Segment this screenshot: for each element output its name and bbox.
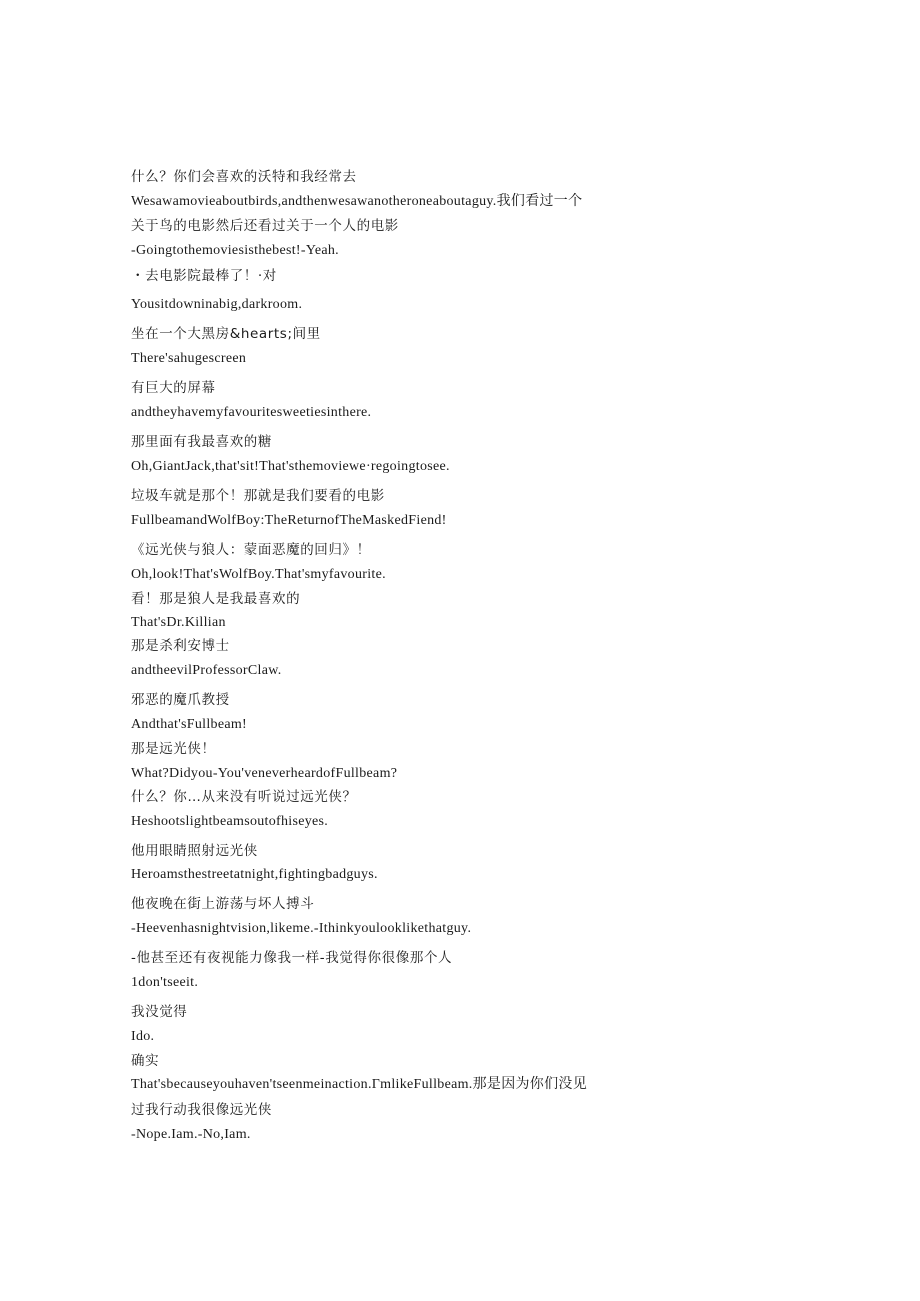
subtitle-line: Heroamsthestreetatnight,fightingbadguys. bbox=[131, 867, 378, 882]
subtitle-line: 我没觉得 bbox=[131, 1004, 188, 1020]
subtitle-line: -Heevenhasnightvision,likeme.-Ithinkyoulooklikethatguy. bbox=[131, 921, 472, 936]
subtitle-line: What?Didyou-You'veneverheardofFullbeam? bbox=[131, 766, 398, 781]
subtitle-line: That'sDr.Killian bbox=[131, 615, 226, 630]
subtitle-line: Wesawamovieaboutbirds,andthenwesawanotheroneaboutaguy.我们看过一个 bbox=[131, 194, 583, 209]
subtitle-line: 垃圾车就是那个！那就是我们要看的电影 bbox=[131, 488, 385, 504]
subtitle-line: 什么？你们会喜欢的沃特和我经常去 bbox=[131, 169, 357, 185]
subtitle-line: 确实 bbox=[131, 1053, 160, 1069]
subtitle-line: 他夜晚在街上游荡与坏人搏斗 bbox=[131, 896, 315, 912]
subtitle-line: 《远光侠与狼人：蒙面恶魔的回归》！ bbox=[131, 542, 371, 558]
subtitle-line: 那是杀利安博士 bbox=[131, 638, 230, 654]
subtitle-line: Ido. bbox=[131, 1029, 155, 1044]
subtitle-line: That'sbecauseyouhaven'tseenmeinaction.ΓmlikeFullbeam.那是因为你们没见 bbox=[131, 1077, 588, 1092]
subtitle-line: 那是远光侠！ bbox=[131, 741, 216, 757]
subtitle-line: -他甚至还有夜视能力像我一样-我觉得你很像那个人 bbox=[131, 950, 453, 966]
subtitle-line: ・去电影院最棒了！·对 bbox=[131, 268, 277, 284]
subtitle-line: 什么？你…从来没有听说过远光侠？ bbox=[131, 789, 357, 805]
subtitle-line: Oh,GiantJack,that'sit!That'sthemoviewe·regoingtosee. bbox=[131, 459, 450, 474]
subtitle-line: andtheyhavemyfavouritesweetiesinthere. bbox=[131, 405, 372, 420]
subtitle-line: Yousitdowninabig,darkroom. bbox=[131, 297, 303, 312]
subtitle-line: 他用眼睛照射远光侠 bbox=[131, 843, 258, 859]
subtitle-line: andtheevilProfessorClaw. bbox=[131, 663, 282, 678]
subtitle-line: 邪恶的魔爪教授 bbox=[131, 692, 230, 708]
subtitle-line: Oh,look!That'sWolfBoy.That'smyfavourite. bbox=[131, 567, 386, 582]
subtitle-line: 看！那是狼人是我最喜欢的 bbox=[131, 591, 301, 607]
subtitle-line: -Nope.Iam.-No,Iam. bbox=[131, 1127, 251, 1142]
subtitle-line: -Goingtothemoviesisthebest!-Yeah. bbox=[131, 243, 339, 258]
subtitle-line: Heshootslightbeamsoutofhiseyes. bbox=[131, 814, 329, 829]
subtitle-line: 1don'tseeit. bbox=[131, 975, 199, 990]
subtitle-line: 关于鸟的电影然后还看过关于一个人的电影 bbox=[131, 218, 399, 234]
subtitle-line: 有巨大的屏幕 bbox=[131, 380, 216, 396]
subtitle-line: FullbeamandWolfBoy:TheReturnofTheMaskedFiend! bbox=[131, 513, 447, 528]
subtitle-line: Andthat'sFullbeam! bbox=[131, 717, 248, 732]
subtitle-line: 坐在一个大黑房&hearts;间里 bbox=[131, 326, 321, 342]
subtitle-line: There'sahugescreen bbox=[131, 351, 247, 366]
subtitle-line: 那里面有我最喜欢的糖 bbox=[131, 434, 272, 450]
subtitle-line: 过我行动我很像远光侠 bbox=[131, 1102, 272, 1118]
